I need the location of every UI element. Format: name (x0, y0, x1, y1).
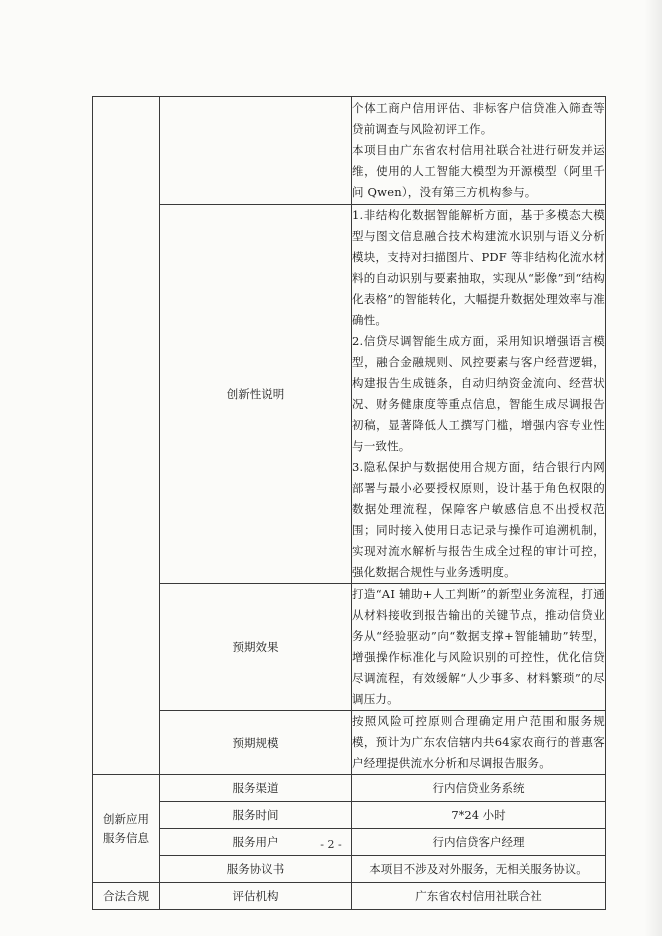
innovation-content (352, 205, 606, 584)
effect-text: 打造“AI 辅助+人工判断”的新型业务流程，打通从材料接收到报告输出的关键节点，推动信贷业务从“经验驱动”向“数据支撑+智能辅助”转型，增强操作标准化与风险识别的可控性，优化信贷尽调流程，有效缓解“人少事多、材料繁琐”的尽调压力。 (352, 587, 605, 706)
service-channel-value: 行内信贷业务系统 (352, 775, 606, 802)
intro-paragraph-1: 个体工商户信用评估、非标客户信贷准入筛查等贷前调查与风险初评工作。 (352, 101, 605, 136)
category-cell-blank (93, 97, 160, 775)
compliance-category: 合法合规 (93, 883, 160, 910)
innovation-row (93, 205, 606, 584)
service-time-label: 服务时间 (160, 802, 352, 829)
application-form-table (92, 96, 606, 910)
scale-row (93, 711, 606, 775)
intro-paragraph-2: 本项目由广东省农村信用社联合社进行研发并运维，使用的人工智能大模型为开源模型（阿里千问 Qwen），没有第三方机构参与。 (352, 143, 605, 199)
innovation-point-3: 3.隐私保护与数据使用合规方面，结合银行内网部署与最小必要授权原则，设计基于角色权限的数据处理流程，保障客户敏感信息不出授权范围；同时接入使用日志记录与操作可追溯机制，实现对流水解析与报告生成全过程的审计可控，强化数据合规性与业务透明度。 (352, 460, 605, 579)
service-row-channel (93, 775, 606, 802)
compliance-label: 评估机构 (160, 883, 352, 910)
compliance-row (93, 883, 606, 910)
intro-row (93, 97, 606, 205)
effect-row (93, 584, 606, 711)
effect-content (352, 584, 606, 711)
service-time-value: 7*24 小时 (352, 802, 606, 829)
service-row-agreement (93, 856, 606, 883)
innovation-label: 创新性说明 (160, 205, 352, 584)
page-number: - 2 - (320, 838, 342, 851)
service-channel-label: 服务渠道 (160, 775, 352, 802)
scale-text: 按照风险可控原则合理确定用户范围和服务规模，预计为广东农信辖内共64家农商行的普惠客户经理提供流水分析和尽调报告服务。 (352, 714, 605, 770)
innovation-point-1: 1.非结构化数据智能解析方面，基于多模态大模型与图文信息融合技术构建流水识别与语义分析模块，支持对扫描图片、PDF 等非结构化流水材料的自动识别与要素抽取，实现从“影像”到“结构化表格”的智能转化，大幅提升数据处理效率与准确性。 (352, 208, 605, 327)
service-agreement-label: 服务协议书 (160, 856, 352, 883)
intro-content (352, 97, 606, 205)
scale-content (352, 711, 606, 775)
compliance-value: 广东省农村信用社联合社 (352, 883, 606, 910)
service-agreement-value: 本项目不涉及对外服务，无相关服务协议。 (352, 856, 606, 883)
label-cell-blank (160, 97, 352, 205)
effect-label: 预期效果 (160, 584, 352, 711)
innovation-point-2: 2.信贷尽调智能生成方面，采用知识增强语言模型，融合金融规则、风控要素与客户经营逻辑，构建报告生成链条，自动归纳资金流向、经营状况、财务健康度等重点信息，智能生成尽调报告初稿，显著降低人工撰写门槛，增强内容专业性与一致性。 (352, 334, 605, 453)
service-row-time (93, 802, 606, 829)
scale-label: 预期规模 (160, 711, 352, 775)
page-edge-shadow (644, 0, 662, 936)
service-category (93, 775, 160, 883)
service-users-value: 行内信贷客户经理 (352, 829, 606, 856)
service-category-label: 创新应用服务信息 (103, 811, 149, 845)
service-users-label: 服务用户 (160, 829, 352, 856)
